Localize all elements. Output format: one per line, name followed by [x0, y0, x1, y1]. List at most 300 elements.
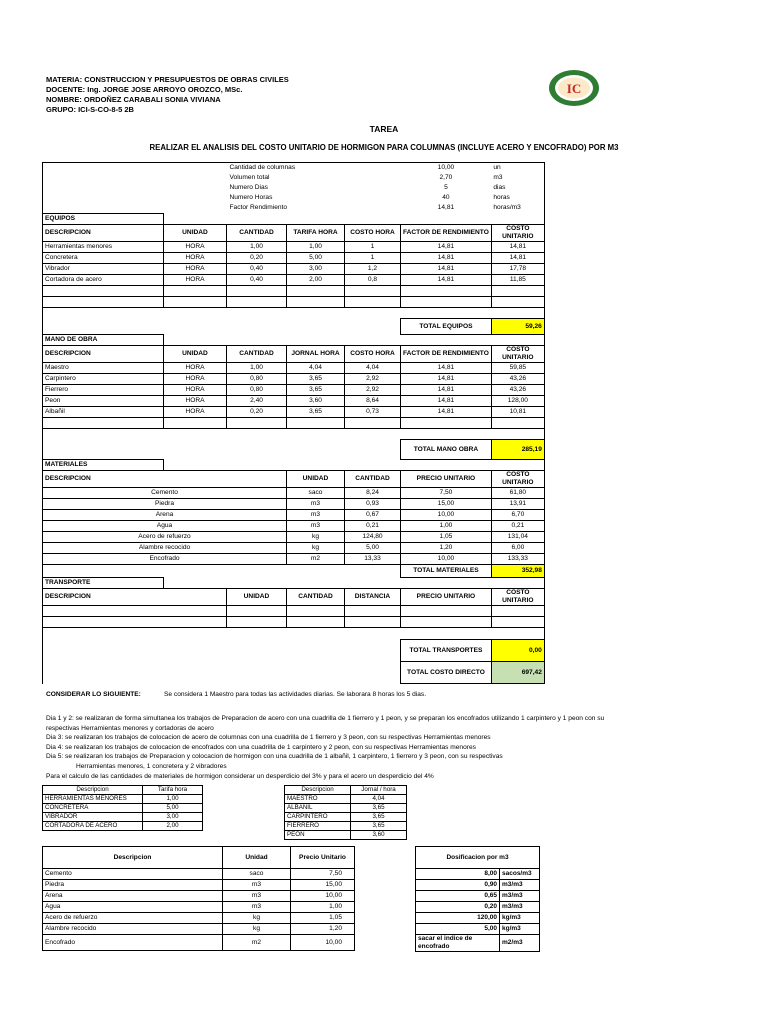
- param-value: 5: [444, 184, 448, 191]
- equipos-header: [43, 225, 545, 242]
- indice-row: [416, 935, 540, 952]
- table-cell: 1,00: [401, 521, 492, 532]
- table-cell: [287, 606, 345, 617]
- table-cell: Cortadora de acero: [43, 275, 164, 286]
- table-row: [43, 242, 545, 253]
- table-cell: 3,65: [287, 385, 345, 396]
- table-cell: Carpintero: [43, 374, 164, 385]
- table-cell: m3: [223, 902, 291, 913]
- total-materiales-value: 352,98: [491, 565, 544, 578]
- table-cell: 14,81: [401, 385, 492, 396]
- table-cell: [164, 214, 545, 225]
- dosificacion-header: [416, 847, 540, 869]
- column-header: DESCRIPCION: [43, 225, 164, 242]
- param-row: [43, 203, 545, 214]
- table-cell: HORA: [164, 242, 227, 253]
- table-cell: 3,65: [287, 407, 345, 418]
- table-header-row: [43, 786, 203, 795]
- table-row: [43, 543, 545, 554]
- param-label: Factor Rendimiento: [229, 204, 288, 212]
- column-header: CANTIDAD: [287, 589, 345, 606]
- table-cell: 0,21: [491, 521, 544, 532]
- column-header: UNIDAD: [164, 346, 227, 363]
- table-row: [43, 253, 545, 264]
- table-cell: [164, 193, 227, 203]
- table-cell: 5,00: [287, 253, 345, 264]
- table-cell: [164, 460, 545, 471]
- table-cell: kg: [287, 532, 345, 543]
- table-row: [43, 407, 545, 418]
- table-cell: HORA: [164, 374, 227, 385]
- table-cell: [401, 606, 492, 617]
- table-cell: [164, 203, 227, 214]
- column-header: Tarifa hora: [143, 786, 203, 795]
- note-dia4: Dia 4: se realizaran los trabajos de colocacion de encofrados con una cuadrilla de 1 carpintero y 2 peon, con su respectivas Herramientas menores: [46, 743, 476, 751]
- table-cell: Cemento: [43, 488, 287, 499]
- table-cell: [491, 606, 544, 617]
- table-cell: 1,05: [291, 913, 355, 924]
- total-costo-directo-label: TOTAL COSTO DIRECTO: [401, 662, 492, 684]
- nombre-line: NOMBRE: ORDOÑEZ CARABALI SONIA VIVIANA: [46, 95, 221, 104]
- column-header: UNIDAD: [164, 225, 227, 242]
- table-cell: 43,26: [491, 374, 544, 385]
- table-cell: 3,65: [351, 813, 407, 822]
- table-cell: 13,91: [491, 499, 544, 510]
- table-row: [43, 499, 545, 510]
- table-cell: saco: [223, 869, 291, 880]
- table-cell: 59,85: [491, 363, 544, 374]
- column-header: COSTO UNITARIO: [491, 589, 544, 606]
- table-row: [43, 532, 545, 543]
- param-unit: m3: [491, 173, 544, 183]
- total-equipos-value: 59,26: [491, 319, 544, 335]
- column-header: UNIDAD: [227, 589, 287, 606]
- table-cell: 5,00: [143, 804, 203, 813]
- table-row: [43, 521, 545, 532]
- table-cell: 0,65: [416, 891, 500, 902]
- table-cell: [401, 418, 492, 429]
- precio-table: [42, 846, 355, 951]
- table-cell: 2,40: [227, 396, 287, 407]
- table-cell: 2,92: [345, 385, 401, 396]
- table-cell: 1,05: [401, 532, 492, 543]
- param-value: 40: [442, 194, 450, 201]
- table-cell: ALBANIL: [285, 804, 351, 813]
- table-cell: [43, 297, 164, 308]
- table-cell: HORA: [164, 275, 227, 286]
- table-cell: 6,70: [491, 510, 544, 521]
- column-header: COSTO UNITARIO: [491, 225, 544, 242]
- param-label: Volumen total: [229, 174, 270, 181]
- table-cell: [164, 183, 227, 193]
- table-cell: 14,81: [401, 396, 492, 407]
- table-cell: 14,81: [401, 275, 492, 286]
- empty-row: [43, 617, 545, 628]
- table-cell: Agua: [43, 902, 223, 913]
- table-cell: 3,00: [287, 264, 345, 275]
- table-cell: m3/m3: [500, 902, 540, 913]
- table-cell: 1,20: [291, 924, 355, 935]
- equipos-section: [43, 214, 545, 225]
- table-cell: [287, 617, 345, 628]
- param-row: [43, 183, 545, 193]
- table-cell: HORA: [164, 407, 227, 418]
- table-row: [416, 924, 540, 935]
- table-cell: [164, 297, 227, 308]
- table-row: [43, 363, 545, 374]
- tarifa-table: [42, 785, 203, 831]
- table-cell: 4,04: [287, 363, 345, 374]
- param-value: 2,70: [439, 174, 453, 181]
- table-cell: 61,80: [491, 488, 544, 499]
- table-cell: [164, 578, 545, 589]
- table-row: [43, 813, 203, 822]
- table-row: [43, 891, 355, 902]
- table-cell: 5,00: [416, 924, 500, 935]
- table-cell: 0,40: [227, 275, 287, 286]
- mano-obra-section: [43, 335, 545, 346]
- table-cell: sacos/m3: [500, 869, 540, 880]
- table-cell: [43, 418, 164, 429]
- table-row: [43, 880, 355, 891]
- table-cell: [227, 617, 287, 628]
- table-cell: HORA: [164, 385, 227, 396]
- column-header: PRECIO UNITARIO: [401, 471, 492, 488]
- table-row: [43, 488, 545, 499]
- table-cell: Peon: [43, 396, 164, 407]
- table-cell: 1,20: [401, 543, 492, 554]
- table-cell: Arena: [43, 510, 287, 521]
- param-unit: horas: [491, 193, 544, 203]
- table-cell: [287, 418, 345, 429]
- table-cell: 7,50: [401, 488, 492, 499]
- table-cell: 14,81: [401, 407, 492, 418]
- table-cell: 15,00: [291, 880, 355, 891]
- table-row: [416, 891, 540, 902]
- table-cell: 10,81: [491, 407, 544, 418]
- table-cell: 10,00: [291, 891, 355, 902]
- table-cell: Vibrador: [43, 264, 164, 275]
- table-row: [43, 275, 545, 286]
- equipos-section-title: EQUIPOS: [43, 214, 164, 225]
- table-cell: FIERRERO: [285, 822, 351, 831]
- param-value: 14,81: [437, 204, 455, 212]
- table-cell: 3,65: [287, 374, 345, 385]
- table-row: [43, 902, 355, 913]
- table-row: [43, 554, 545, 565]
- table-cell: [345, 418, 401, 429]
- table-cell: Encofrado: [43, 554, 287, 565]
- indice-unit: m2/m3: [500, 935, 540, 952]
- table-cell: 0,20: [416, 902, 500, 913]
- table-cell: [43, 640, 401, 662]
- table-cell: kg: [223, 924, 291, 935]
- table-cell: 0,80: [227, 374, 287, 385]
- table-cell: VIBRADOR: [43, 813, 143, 822]
- total-mano-obra-label: TOTAL MANO OBRA: [401, 440, 492, 460]
- table-cell: PEON: [285, 831, 351, 840]
- materia-line: MATERIA: CONSTRUCCION Y PRESUPUESTOS DE OBRAS CIVILES: [46, 75, 289, 84]
- table-cell: Alambre recocido: [43, 543, 287, 554]
- table-row: [43, 795, 203, 804]
- table-cell: 8,24: [345, 488, 401, 499]
- table-cell: 1,00: [287, 242, 345, 253]
- column-header: CANTIDAD: [345, 471, 401, 488]
- total-transporte-label: TOTAL TRANSPORTES: [401, 640, 492, 662]
- total-mano-obra-value: 285,19: [491, 440, 544, 460]
- table-cell: HERRAMIENTAS MENORES: [43, 795, 143, 804]
- table-cell: 120,00: [416, 913, 500, 924]
- table-cell: [43, 628, 545, 640]
- table-row: [285, 831, 407, 840]
- table-cell: 1,00: [291, 902, 355, 913]
- column-header: DISTANCIA: [345, 589, 401, 606]
- table-cell: [43, 183, 164, 193]
- considerar-row: [46, 690, 426, 700]
- table-cell: 14,81: [491, 242, 544, 253]
- empty-row: [43, 297, 545, 308]
- table-cell: Concretera: [43, 253, 164, 264]
- table-cell: 10,00: [291, 935, 355, 951]
- table-row: [416, 880, 540, 891]
- table-cell: CORTADORA DE ACERO: [43, 822, 143, 831]
- table-cell: 0,90: [416, 880, 500, 891]
- table-cell: 4,04: [345, 363, 401, 374]
- table-cell: Herramientas menores: [43, 242, 164, 253]
- note-dia12-a: Dia 1 y 2: se realizaran de forma simultanea los trabajos de Preparacion de acero con una cuadrilla de 1 fierrero y 1 peon, y se preparan los encofrados utilizando 1 carpintero y 1 peon con su: [46, 715, 605, 722]
- param-unit: dias: [491, 183, 544, 193]
- table-cell: [164, 173, 227, 183]
- column-header: FACTOR DE RENDIMIENTO: [401, 346, 492, 363]
- table-cell: HORA: [164, 363, 227, 374]
- table-cell: [43, 429, 545, 440]
- table-cell: [401, 297, 492, 308]
- cost-analysis-table: [42, 162, 545, 684]
- table-cell: m3: [223, 880, 291, 891]
- table-cell: kg/m3: [500, 913, 540, 924]
- table-cell: [43, 565, 401, 578]
- column-header: Unidad: [223, 847, 291, 869]
- table-cell: 128,00: [491, 396, 544, 407]
- table-cell: [43, 193, 164, 203]
- total-equipos: [43, 319, 545, 335]
- university-logo-icon: [548, 69, 600, 107]
- table-cell: Fierrero: [43, 385, 164, 396]
- considerar-text: Se considera 1 Maestro para todas las actividades diarias. Se laborara 8 horas los 5 dias.: [164, 691, 427, 698]
- table-cell: 131,04: [491, 532, 544, 543]
- table-cell: 2,92: [345, 374, 401, 385]
- note-dia5-a: Dia 5: se realizaran los trabajos de Preparacion y colocacion de hormigon con una cuadrilla de 1 albañil, 1 carpintero, 1 fierrero y 3 peon, con su respectivas: [46, 753, 503, 760]
- transporte-section: [43, 578, 545, 589]
- table-row: [43, 935, 355, 951]
- column-header: CANTIDAD: [227, 225, 287, 242]
- table-cell: 0,20: [227, 253, 287, 264]
- table-cell: [287, 297, 345, 308]
- table-cell: saco: [287, 488, 345, 499]
- note-dia3: Dia 3: se realizaran los trabajos de colocacion de acero de columnas con una cuadrilla de 1 fierrero y 3 peon, con su respectivas Herramientas menores: [46, 734, 491, 741]
- table-cell: 1: [345, 253, 401, 264]
- table-row: [285, 822, 407, 831]
- table-cell: [401, 286, 492, 297]
- table-cell: 17,78: [491, 264, 544, 275]
- table-cell: [43, 606, 227, 617]
- table-cell: 3,65: [351, 822, 407, 831]
- table-cell: [43, 173, 164, 183]
- table-cell: [43, 163, 164, 174]
- grupo-line: GRUPO: ICI-S-CO-8-5 2B: [46, 105, 134, 114]
- table-cell: 14,81: [401, 363, 492, 374]
- jornal-table: [284, 785, 407, 840]
- table-cell: Acero de refuerzo: [43, 913, 223, 924]
- table-cell: 3,00: [143, 813, 203, 822]
- table-cell: Piedra: [43, 499, 287, 510]
- table-cell: m2: [287, 554, 345, 565]
- table-cell: 0,67: [345, 510, 401, 521]
- table-cell: [164, 335, 545, 346]
- page-title: TAREA: [369, 124, 399, 134]
- table-row: [43, 396, 545, 407]
- table-cell: 1,00: [143, 795, 203, 804]
- table-cell: 0,21: [345, 521, 401, 532]
- table-cell: kg: [287, 543, 345, 554]
- table-cell: Agua: [43, 521, 287, 532]
- param-unit: horas/m3: [491, 203, 544, 214]
- table-cell: m3: [287, 521, 345, 532]
- total-equipos-label: TOTAL EQUIPOS: [401, 319, 492, 335]
- table-row: [43, 822, 203, 831]
- table-row: [43, 264, 545, 275]
- note-dia12-b: respectivas Herramientas menores y cortadoras de acero: [46, 724, 214, 732]
- page-subtitle: REALIZAR EL ANALISIS DEL COSTO UNITARIO DE HORMIGON PARA COLUMNAS (INCLUYE ACERO Y ENCOFRADO) POR M3: [149, 143, 619, 152]
- table-cell: [43, 286, 164, 297]
- table-cell: 7,50: [291, 869, 355, 880]
- total-materiales-label: TOTAL MATERIALES: [401, 565, 492, 578]
- table-row: [43, 924, 355, 935]
- table-header-row: [43, 847, 355, 869]
- column-header: DESCRIPCION: [43, 589, 227, 606]
- table-cell: [227, 286, 287, 297]
- table-cell: [491, 418, 544, 429]
- table-cell: m3/m3: [500, 880, 540, 891]
- table-row: [43, 374, 545, 385]
- docente-line: DOCENTE: Ing. JORGE JOSE ARROYO OROZCO, MSc.: [46, 85, 243, 94]
- total-transporte: [43, 640, 545, 662]
- table-cell: 133,33: [491, 554, 544, 565]
- header-block: [46, 75, 289, 115]
- table-cell: 0,80: [227, 385, 287, 396]
- param-label: Numero Horas: [229, 194, 273, 201]
- table-cell: Acero de refuerzo: [43, 532, 287, 543]
- table-cell: 1,00: [227, 363, 287, 374]
- table-row: [416, 913, 540, 924]
- table-row: [43, 913, 355, 924]
- table-cell: 1,00: [227, 242, 287, 253]
- table-cell: [43, 617, 227, 628]
- table-cell: 43,26: [491, 385, 544, 396]
- column-header: TARIFA HORA: [287, 225, 345, 242]
- table-cell: Maestro: [43, 363, 164, 374]
- table-cell: HORA: [164, 396, 227, 407]
- table-cell: Albañil: [43, 407, 164, 418]
- column-header: COSTO UNITARIO: [491, 471, 544, 488]
- transporte-section-title: TRANSPORTE: [43, 578, 164, 589]
- table-cell: [491, 617, 544, 628]
- table-cell: 2,00: [287, 275, 345, 286]
- param-row: [43, 193, 545, 203]
- table-row: [43, 510, 545, 521]
- table-row: [285, 804, 407, 813]
- table-cell: 14,81: [491, 253, 544, 264]
- param-row: [43, 163, 545, 174]
- table-cell: [43, 203, 164, 214]
- table-cell: 13,33: [345, 554, 401, 565]
- table-cell: 0,73: [345, 407, 401, 418]
- table-cell: 14,81: [401, 264, 492, 275]
- column-header: FACTOR DE RENDIMIENTO: [401, 225, 492, 242]
- table-row: [43, 385, 545, 396]
- table-cell: 10,00: [401, 510, 492, 521]
- mano-obra-header: [43, 346, 545, 363]
- table-cell: 8,64: [345, 396, 401, 407]
- table-cell: m3: [223, 891, 291, 902]
- table-cell: [491, 286, 544, 297]
- spacer-row: [43, 308, 545, 319]
- indice-label: sacar el indice de encofrado: [416, 935, 500, 952]
- param-label: Cantidad de columnas: [227, 163, 401, 174]
- table-cell: m3: [287, 499, 345, 510]
- table-cell: HORA: [164, 264, 227, 275]
- column-header: JORNAL HORA: [287, 346, 345, 363]
- table-cell: 6,00: [491, 543, 544, 554]
- table-cell: 4,04: [351, 795, 407, 804]
- table-cell: 1: [345, 242, 401, 253]
- daily-notes: [46, 714, 736, 771]
- table-cell: m3: [287, 510, 345, 521]
- table-cell: m2: [223, 935, 291, 951]
- column-header: COSTO UNITARIO: [491, 346, 544, 363]
- table-cell: 8,00: [416, 869, 500, 880]
- table-cell: 5,00: [345, 543, 401, 554]
- note-desperdicio: Para el calculo de las cantidades de materiales de hormigon considerar un desperdicio del 3% y para el acero un desperdicio del 4%: [46, 773, 434, 780]
- table-cell: [345, 297, 401, 308]
- table-cell: 14,81: [401, 374, 492, 385]
- table-cell: 15,00: [401, 499, 492, 510]
- table-cell: 3,60: [287, 396, 345, 407]
- materiales-section-title: MATERIALES: [43, 460, 164, 471]
- transporte-header: [43, 589, 545, 606]
- table-cell: 14,81: [401, 253, 492, 264]
- materiales-section: [43, 460, 545, 471]
- table-cell: MAESTRO: [285, 795, 351, 804]
- table-cell: 11,85: [491, 275, 544, 286]
- note-dia5-b: Herramientas menores, 1 concretera y 2 vibradores: [76, 762, 227, 770]
- table-cell: CONCRETERA: [43, 804, 143, 813]
- table-cell: 0,93: [345, 499, 401, 510]
- table-cell: [345, 286, 401, 297]
- table-cell: Encofrado: [43, 935, 223, 951]
- table-row: [43, 869, 355, 880]
- table-cell: m3/m3: [500, 891, 540, 902]
- table-cell: [227, 606, 287, 617]
- total-costo-directo-value: 697,42: [491, 662, 544, 684]
- considerar-label: CONSIDERAR LO SIGUIENTE:: [46, 691, 141, 698]
- table-cell: 10,00: [401, 554, 492, 565]
- dosificacion-title: Dosificacion por m3: [416, 847, 540, 869]
- table-cell: [345, 606, 401, 617]
- table-cell: kg/m3: [500, 924, 540, 935]
- dosificacion-table: [415, 846, 540, 952]
- table-row: [416, 869, 540, 880]
